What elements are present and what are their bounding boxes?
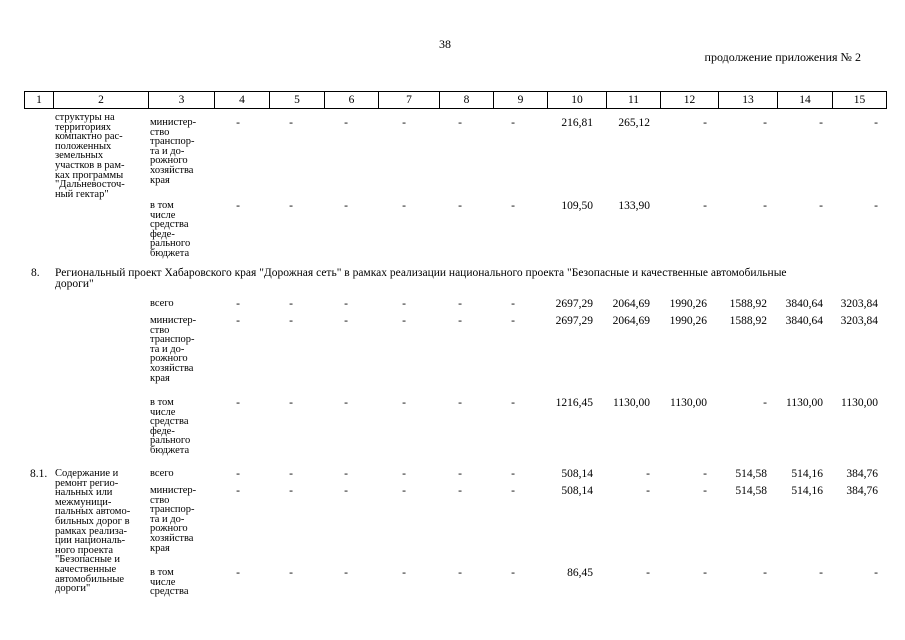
value-cell: 2697,29	[555, 298, 593, 310]
col-header: 4	[215, 92, 270, 109]
value-cell: -	[289, 567, 293, 579]
value-cell: -	[458, 397, 462, 409]
value-cell: -	[703, 117, 707, 129]
value-cell: 3203,84	[840, 298, 878, 310]
col-header: 3	[149, 92, 215, 109]
col-header: 7	[379, 92, 440, 109]
value-cell: -	[511, 117, 515, 129]
value-cell: 514,58	[735, 468, 767, 480]
col-header: 10	[548, 92, 607, 109]
row-source: всего	[150, 298, 174, 309]
col-header: 15	[833, 92, 887, 109]
value-cell: -	[511, 485, 515, 497]
value-cell: -	[344, 397, 348, 409]
row-source: в том числе средства	[150, 567, 189, 598]
value-cell: -	[236, 397, 240, 409]
value-cell: -	[458, 200, 462, 212]
value-cell: -	[236, 117, 240, 129]
value-cell: -	[819, 117, 823, 129]
value-cell: -	[874, 200, 878, 212]
value-cell: -	[646, 567, 650, 579]
col-header: 8	[440, 92, 494, 109]
value-cell: 508,14	[561, 485, 593, 497]
value-cell: 1990,26	[669, 315, 707, 327]
value-cell: -	[458, 468, 462, 480]
value-cell: -	[236, 567, 240, 579]
value-cell: -	[511, 298, 515, 310]
value-cell: -	[289, 298, 293, 310]
value-cell: 2064,69	[612, 315, 650, 327]
row-source: министер- ство транспор- та и до- рожного хозяйства края	[150, 315, 197, 384]
value-cell: -	[236, 200, 240, 212]
value-cell: -	[402, 397, 406, 409]
value-cell: -	[344, 468, 348, 480]
col-header: 9	[494, 92, 548, 109]
col-header: 6	[325, 92, 379, 109]
value-cell: -	[703, 567, 707, 579]
value-cell: 1130,00	[670, 397, 707, 409]
value-cell: -	[344, 567, 348, 579]
value-cell: -	[763, 117, 767, 129]
value-cell: -	[289, 468, 293, 480]
value-cell: -	[236, 468, 240, 480]
value-cell: -	[402, 117, 406, 129]
value-cell: 384,76	[846, 468, 878, 480]
value-cell: 1130,00	[613, 397, 650, 409]
value-cell: -	[819, 567, 823, 579]
value-cell: 1990,26	[669, 298, 707, 310]
value-cell: -	[402, 567, 406, 579]
value-cell: -	[289, 315, 293, 327]
col-header: 14	[778, 92, 833, 109]
value-cell: -	[763, 567, 767, 579]
value-cell: -	[511, 567, 515, 579]
value-cell: 86,45	[567, 567, 593, 579]
item-number: 8.1.	[30, 468, 48, 480]
col-header: 12	[661, 92, 719, 109]
value-cell: 1130,00	[841, 397, 878, 409]
value-cell: -	[703, 200, 707, 212]
row-source: в том числе средства феде- рального бюджета	[150, 200, 191, 259]
value-cell: -	[646, 485, 650, 497]
row-source: министер- ство транспор- та и до- рожного хозяйства края	[150, 117, 197, 186]
row-name: Содержание и ремонт регио- нальных или межмуници- пальных автомо- бильных дорог в рамках реализа- ции националь- ного проекта "Безопасные и качественные автомобильные дороги"	[55, 468, 131, 595]
section-number: 8.	[31, 267, 40, 279]
row-name: структуры на территориях компактно рас- положенных земельных участков в рам- ках программы "Дальневосточ- ный гектар"	[55, 112, 125, 200]
col-header: 5	[270, 92, 325, 109]
value-cell: -	[763, 397, 767, 409]
row-source: министер- ство транспор- та и до- рожного хозяйства края	[150, 485, 197, 554]
value-cell: -	[458, 567, 462, 579]
page-number: 38	[439, 37, 451, 51]
value-cell: -	[819, 200, 823, 212]
value-cell: 1130,00	[786, 397, 823, 409]
value-cell: -	[402, 298, 406, 310]
row-source: всего	[150, 468, 174, 479]
value-cell: -	[236, 485, 240, 497]
value-cell: 265,12	[618, 117, 650, 129]
value-cell: -	[402, 485, 406, 497]
column-header-row	[24, 91, 887, 109]
value-cell: -	[289, 117, 293, 129]
value-cell: -	[344, 485, 348, 497]
col-header: 1	[25, 92, 54, 109]
value-cell: 216,81	[561, 117, 593, 129]
value-cell: -	[458, 485, 462, 497]
value-cell: 1588,92	[729, 298, 767, 310]
value-cell: -	[289, 397, 293, 409]
value-cell: 2064,69	[612, 298, 650, 310]
value-cell: 3840,64	[785, 298, 823, 310]
section-title-cont: дороги"	[55, 278, 94, 290]
value-cell: 3203,84	[840, 315, 878, 327]
value-cell: -	[344, 315, 348, 327]
section-title: Региональный проект Хабаровского края "Дорожная сеть" в рамках реализации национального проекта "Безопасные и качественные автомобильные	[55, 267, 787, 279]
continuation-note: продолжение приложения № 2	[704, 50, 861, 64]
value-cell: -	[344, 200, 348, 212]
row-source: в том числе средства феде- рального бюджета	[150, 397, 191, 456]
value-cell: -	[511, 397, 515, 409]
value-cell: 1216,45	[555, 397, 593, 409]
value-cell: -	[763, 200, 767, 212]
value-cell: 2697,29	[555, 315, 593, 327]
value-cell: -	[703, 485, 707, 497]
value-cell: -	[402, 468, 406, 480]
col-header: 13	[719, 92, 778, 109]
value-cell: 1588,92	[729, 315, 767, 327]
value-cell: 384,76	[846, 485, 878, 497]
value-cell: -	[458, 117, 462, 129]
value-cell: -	[874, 117, 878, 129]
value-cell: -	[236, 298, 240, 310]
value-cell: -	[344, 298, 348, 310]
value-cell: -	[511, 468, 515, 480]
value-cell: -	[289, 485, 293, 497]
value-cell: 109,50	[561, 200, 593, 212]
value-cell: 3840,64	[785, 315, 823, 327]
value-cell: -	[703, 468, 707, 480]
value-cell: -	[236, 315, 240, 327]
value-cell: 508,14	[561, 468, 593, 480]
value-cell: 514,16	[791, 468, 823, 480]
value-cell: -	[458, 315, 462, 327]
value-cell: -	[511, 315, 515, 327]
value-cell: 133,90	[618, 200, 650, 212]
col-header: 11	[607, 92, 661, 109]
value-cell: -	[874, 567, 878, 579]
value-cell: -	[289, 200, 293, 212]
value-cell: -	[511, 200, 515, 212]
value-cell: -	[458, 298, 462, 310]
value-cell: -	[402, 315, 406, 327]
value-cell: -	[646, 468, 650, 480]
value-cell: -	[402, 200, 406, 212]
value-cell: -	[344, 117, 348, 129]
value-cell: 514,16	[791, 485, 823, 497]
value-cell: 514,58	[735, 485, 767, 497]
col-header: 2	[54, 92, 149, 109]
